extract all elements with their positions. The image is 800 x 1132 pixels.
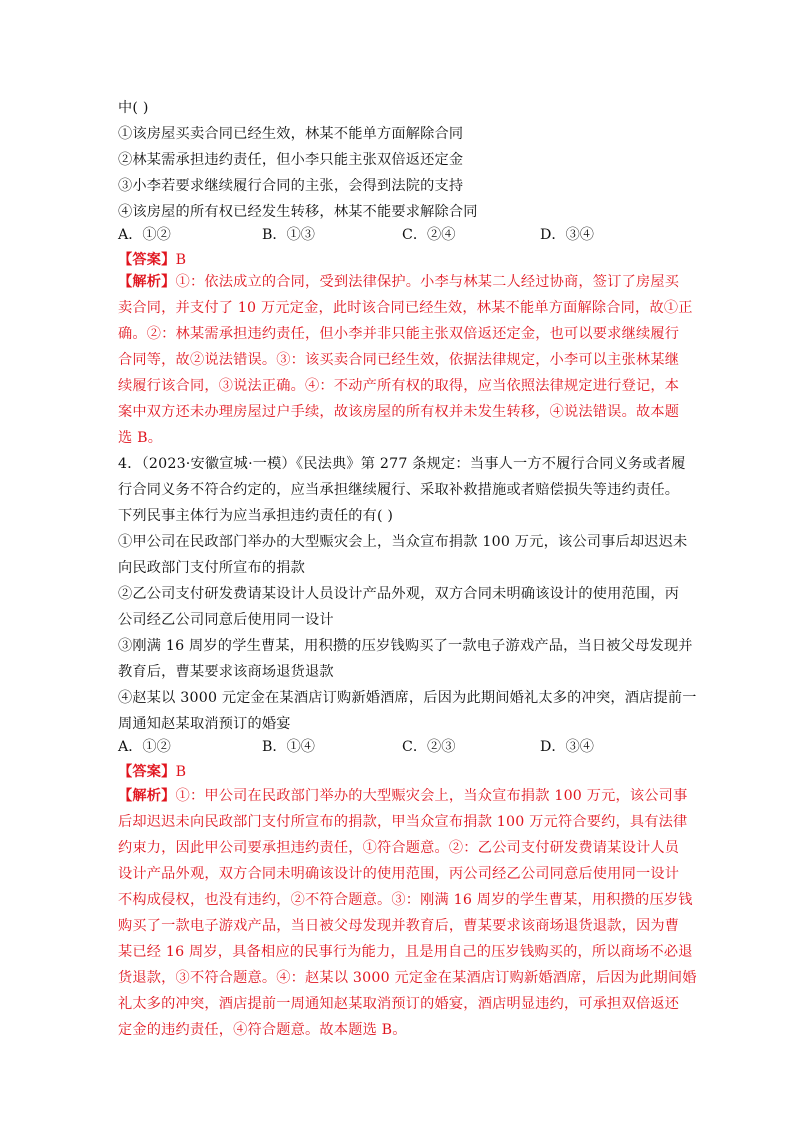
q4-statement-4-line-2: 周通知赵某取消预订的婚宴 bbox=[118, 716, 291, 732]
q3-option-d: D．③④ bbox=[540, 227, 594, 243]
q4-analysis-line-1 bbox=[118, 786, 687, 806]
q4-stem-line-3: 下列民事主体行为应当承担违约责任的有( ) bbox=[118, 508, 394, 524]
q4-analysis-text-1: ①：甲公司在民政部门举办的大型赈灾会上，当众宣布捐款 100 万元，该公司事 bbox=[175, 788, 688, 804]
q4-analysis-line-6: 购买了一款电子游戏产品，当日被父母发现并教育后，曹某要求该商场退货退款，因为曹 bbox=[118, 918, 680, 934]
q3-stem-tail: 中( ) bbox=[118, 100, 149, 116]
q3-analysis-line-4: 合同等，故②说法错误。③：该买卖合同已经生效，依据法律规定，小李可以主张林某继 bbox=[118, 352, 680, 368]
q4-analysis-line-10: 定金的违约责任，④符合题意。故本题选 B。 bbox=[118, 1022, 407, 1038]
q4-answer-tag: 【答案】 bbox=[118, 764, 176, 780]
q3-analysis-tag: 【解析】 bbox=[118, 274, 176, 290]
q3-answer bbox=[118, 250, 186, 270]
q3-answer-tag: 【答案】 bbox=[118, 252, 176, 268]
q3-analysis-line-1 bbox=[118, 272, 679, 292]
q4-statement-3-line-1: ③刚满 16 周岁的学生曹某，用积攒的压岁钱购买了一款电子游戏产品，当日被父母发现并 bbox=[118, 638, 693, 654]
q3-statement-2: ②林某需承担违约责任，但小李只能主张双倍返还定金 bbox=[118, 152, 464, 168]
q4-stem-line-2: 行合同义务不符合约定的，应当承担继续履行、采取补救措施或者赔偿损失等违约责任。 bbox=[118, 482, 680, 498]
q3-statement-1: ①该房屋买卖合同已经生效，林某不能单方面解除合同 bbox=[118, 126, 464, 142]
q3-analysis-line-3: 确。②：林某需承担违约责任，但小李并非只能主张双倍返还定金，也可以要求继续履行 bbox=[118, 326, 680, 342]
q4-statement-1-line-2: 向民政部门支付所宣布的捐款 bbox=[118, 560, 306, 576]
q3-analysis-line-2: 卖合同，并支付了 10 万元定金，此时该合同已经生效，林某不能单方面解除合同，故①正 bbox=[118, 300, 693, 316]
q3-statement-4: ④该房屋的所有权已经发生转移，林某不能要求解除合同 bbox=[118, 204, 478, 220]
q3-analysis-line-5: 续履行该合同，③说法正确。④：不动产所有权的取得，应当依照法律规定进行登记，本 bbox=[118, 378, 680, 394]
q4-analysis-line-7: 某已经 16 周岁，具备相应的民事行为能力，且是用自己的压岁钱购买的，所以商场不必退 bbox=[118, 944, 693, 960]
q4-analysis-line-4: 设计产品外观，双方合同未明确该设计的使用范围，丙公司经乙公司同意后使用同一设计 bbox=[118, 866, 680, 882]
q4-statement-1-line-1: ①甲公司在民政部门举办的大型赈灾会上，当众宣布捐款 100 万元，该公司事后却迟迟未 bbox=[118, 534, 688, 550]
q3-option-c: C．②④ bbox=[402, 227, 456, 243]
q4-analysis-tag: 【解析】 bbox=[118, 788, 176, 804]
q4-analysis-line-5: 不构成侵权，也没有违约，②不符合题意。③：刚满 16 周岁的学生曹某，用积攒的压岁钱 bbox=[118, 892, 693, 908]
q4-statement-2-line-1: ②乙公司支付研发费请某设计人员设计产品外观，双方合同未明确该设计的使用范围，丙 bbox=[118, 586, 680, 602]
q3-answer-value: B bbox=[175, 252, 187, 268]
q4-option-a: A．①② bbox=[118, 739, 171, 755]
q4-statement-2-line-2: 公司经乙公司同意后使用同一设计 bbox=[118, 612, 334, 628]
q4-answer bbox=[118, 762, 186, 782]
q3-statement-3: ③小李若要求继续履行合同的主张，会得到法院的支持 bbox=[118, 178, 464, 194]
q4-analysis-line-2: 后却迟迟未向民政部门支付所宣布的捐款，甲当众宣布捐款 100 万元符合要约，具有法律 bbox=[118, 814, 688, 830]
q3-analysis-line-6: 案中双方还未办理房屋过户手续，故该房屋的所有权并未发生转移，④说法错误。故本题 bbox=[118, 404, 680, 420]
q4-analysis-line-8: 货退款，③不符合题意。④：赵某以 3000 元定金在某酒店订购新婚酒席，后因为此期间婚 bbox=[118, 970, 697, 986]
q3-option-b: B．①③ bbox=[262, 227, 315, 243]
q4-option-b: B．①④ bbox=[262, 739, 315, 755]
q4-statement-4-line-1: ④赵某以 3000 元定金在某酒店订购新婚酒席，后因为此期间婚礼太多的冲突，酒店提前一 bbox=[118, 690, 697, 706]
q4-analysis-line-3: 约束力，因此甲公司要承担违约责任，①符合题意。②：乙公司支付研发费请某设计人员 bbox=[118, 840, 680, 856]
q4-statement-3-line-2: 教育后，曹某要求该商场退货退款 bbox=[118, 664, 334, 680]
q4-option-c: C．②③ bbox=[402, 739, 456, 755]
q3-analysis-text-1: ①：依法成立的合同，受到法律保护。小李与林某二人经过协商，签订了房屋买 bbox=[175, 274, 680, 290]
q4-option-d: D．③④ bbox=[540, 739, 594, 755]
q4-analysis-line-9: 礼太多的冲突，酒店提前一周通知赵某取消预订的婚宴，酒店明显违约，可承担双倍返还 bbox=[118, 996, 680, 1012]
q3-option-a: A．①② bbox=[118, 227, 171, 243]
q4-answer-value: B bbox=[175, 764, 187, 780]
q4-stem-line-1: 4．（2023·安徽宣城·一模）《民法典》第 277 条规定：当事人一方不履行合同义务或者履 bbox=[118, 456, 686, 472]
q3-analysis-line-7: 选 B。 bbox=[118, 430, 163, 446]
